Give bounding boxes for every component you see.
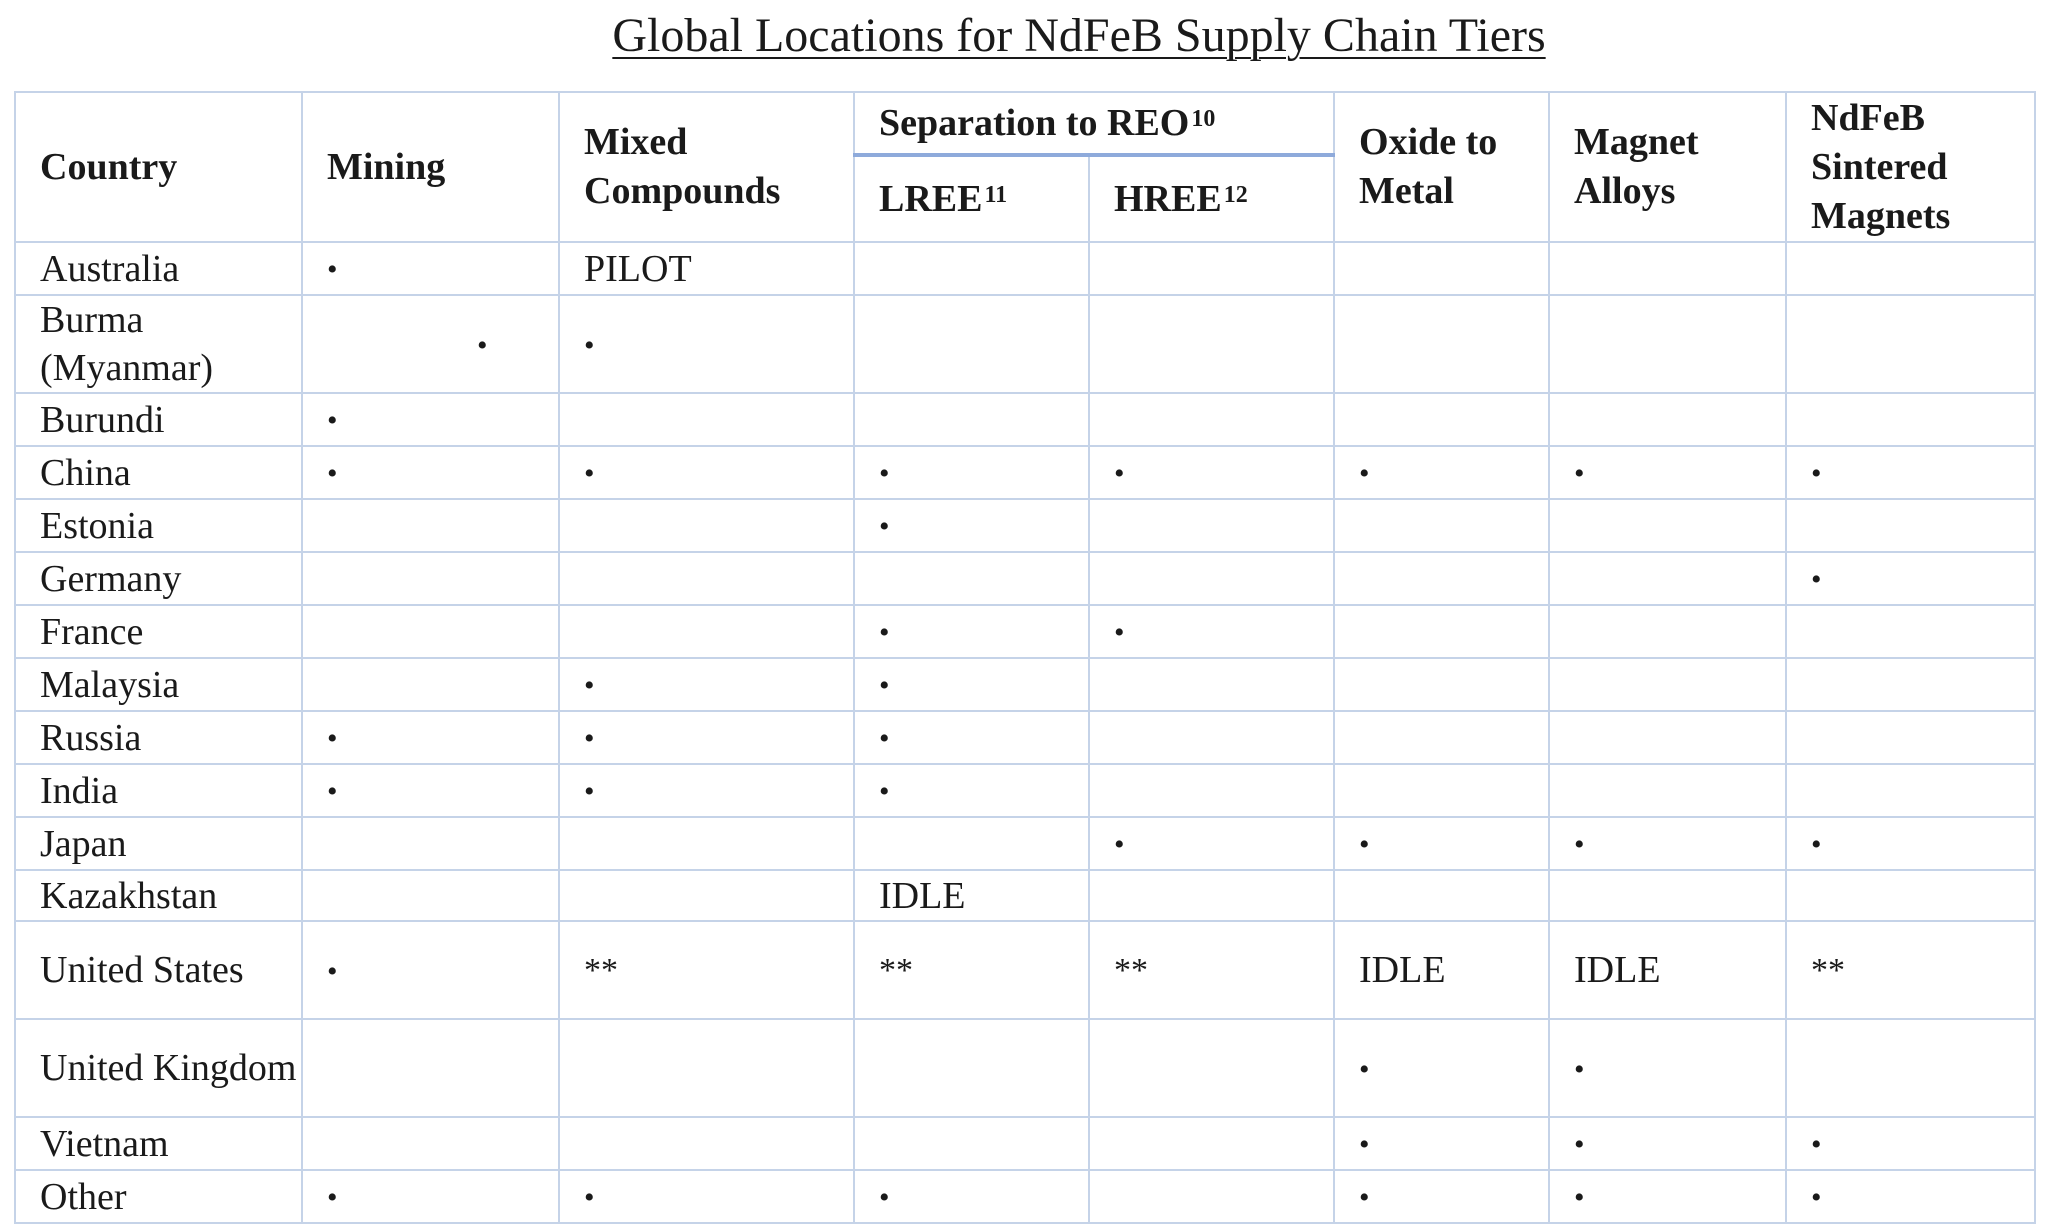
bullet-mark: • (1811, 1128, 1822, 1161)
cell-oxide-to-metal (1334, 552, 1549, 605)
cell-mixed-compounds (559, 499, 854, 552)
table-row (15, 870, 2035, 921)
bullet-mark: • (1359, 1128, 1370, 1161)
table-row (15, 552, 2035, 605)
country-cell: Burundi (15, 393, 302, 446)
bullet-mark: • (1114, 616, 1125, 649)
cell-oxide-to-metal (1334, 393, 1549, 446)
cell-mixed-compounds (559, 1170, 854, 1223)
cell-lree (854, 295, 1089, 393)
status-text: IDLE (879, 874, 966, 917)
cell-lree (854, 1170, 1089, 1223)
cell-sintered-magnets (1786, 711, 2035, 764)
cell-oxide-to-metal (1334, 921, 1549, 1019)
cell-mining (302, 658, 559, 711)
cell-sintered-magnets (1786, 242, 2035, 295)
bullet-mark: • (327, 775, 338, 808)
cell-magnet-alloys (1549, 446, 1786, 499)
status-text: PILOT (584, 247, 692, 290)
header-hree: HREE$^{12}$ (1089, 155, 1334, 242)
cell-oxide-to-metal (1334, 446, 1549, 499)
table-row (15, 658, 2035, 711)
cell-hree (1089, 921, 1334, 1019)
bullet-mark: • (1574, 1181, 1585, 1214)
table-row (15, 605, 2035, 658)
cell-mixed-compounds (559, 817, 854, 870)
country-cell: United Kingdom (15, 1019, 302, 1117)
header-oxide-to-metal: Oxide to Metal (1334, 92, 1549, 242)
cell-magnet-alloys (1549, 658, 1786, 711)
cell-hree (1089, 1019, 1334, 1117)
cell-sintered-magnets (1786, 658, 2035, 711)
cell-mining (302, 711, 559, 764)
cell-oxide-to-metal (1334, 1117, 1549, 1170)
table-row (15, 1117, 2035, 1170)
header-magnet-alloys: Magnet Alloys (1549, 92, 1786, 242)
bullet-mark: • (1114, 457, 1125, 490)
cell-oxide-to-metal (1334, 1170, 1549, 1223)
cell-hree (1089, 242, 1334, 295)
cell-sintered-magnets (1786, 446, 2035, 499)
bullet-mark: • (879, 1181, 890, 1214)
cell-lree (854, 242, 1089, 295)
header-ndfeb-sintered-magnets: NdFeB Sintered Magnets (1786, 92, 2035, 242)
bullet-mark: • (1811, 563, 1822, 596)
cell-lree (854, 817, 1089, 870)
cell-mixed-compounds (559, 870, 854, 921)
cell-oxide-to-metal (1334, 605, 1549, 658)
cell-magnet-alloys (1549, 295, 1786, 393)
cell-hree (1089, 1117, 1334, 1170)
country-cell: China (15, 446, 302, 499)
cell-mixed-compounds (559, 1019, 854, 1117)
bullet-mark: • (327, 1181, 338, 1214)
cell-mixed-compounds (559, 1117, 854, 1170)
cell-oxide-to-metal (1334, 764, 1549, 817)
table-title (0, 6, 2048, 66)
cell-mining (302, 921, 559, 1019)
bullet-mark: • (1811, 1181, 1822, 1214)
cell-mining (302, 552, 559, 605)
cell-mixed-compounds (559, 446, 854, 499)
country-cell: Malaysia (15, 658, 302, 711)
footnote-ref: 11 (984, 181, 1008, 208)
bullet-mark: • (584, 1181, 595, 1214)
bullet-mark: • (1574, 1052, 1585, 1086)
cell-hree (1089, 764, 1334, 817)
cell-magnet-alloys (1549, 1170, 1786, 1223)
country-cell: Germany (15, 552, 302, 605)
cell-magnet-alloys (1549, 499, 1786, 552)
cell-hree (1089, 870, 1334, 921)
bullet-mark: • (879, 669, 890, 702)
cell-lree (854, 1117, 1089, 1170)
cell-hree (1089, 499, 1334, 552)
bullet-mark: • (584, 722, 595, 755)
cell-hree (1089, 393, 1334, 446)
table-title-text: Global Locations for NdFeB Supply Chain Tiers (612, 9, 1546, 62)
cell-mixed-compounds (559, 242, 854, 295)
cell-magnet-alloys (1549, 552, 1786, 605)
cell-sintered-magnets (1786, 393, 2035, 446)
bullet-mark: • (1359, 828, 1370, 861)
table-row (15, 817, 2035, 870)
cell-hree (1089, 552, 1334, 605)
bullet-mark: • (1574, 1128, 1585, 1161)
cell-magnet-alloys (1549, 764, 1786, 817)
bullet-mark: • (327, 457, 338, 490)
country-cell: India (15, 764, 302, 817)
cell-mixed-compounds (559, 393, 854, 446)
table-row (15, 711, 2035, 764)
cell-mining (302, 1170, 559, 1223)
cell-mixed-compounds (559, 764, 854, 817)
cell-lree (854, 605, 1089, 658)
cell-hree (1089, 446, 1334, 499)
cell-hree (1089, 1170, 1334, 1223)
cell-magnet-alloys (1549, 393, 1786, 446)
cell-magnet-alloys (1549, 1117, 1786, 1170)
cell-oxide-to-metal (1334, 295, 1549, 393)
table-row (15, 1019, 2035, 1117)
cell-mixed-compounds (559, 605, 854, 658)
bullet-mark: • (1811, 828, 1822, 861)
header-country: Country (15, 92, 302, 242)
cell-mining (302, 295, 559, 393)
cell-oxide-to-metal (1334, 711, 1549, 764)
cell-sintered-magnets (1786, 1019, 2035, 1117)
header-mixed-compounds: Mixed Compounds (559, 92, 854, 242)
header-lree: LREE$^{11}$ (854, 155, 1089, 242)
table-row (15, 393, 2035, 446)
bullet-mark: • (584, 457, 595, 490)
bullet-mark: • (1359, 1052, 1370, 1086)
bullet-mark: • (1359, 457, 1370, 490)
cell-mining (302, 1019, 559, 1117)
table-row (15, 1170, 2035, 1223)
bullet-mark: • (879, 510, 890, 543)
bullet-mark: • (327, 253, 338, 286)
country-cell: Other (15, 1170, 302, 1223)
cell-lree (854, 393, 1089, 446)
cell-lree (854, 658, 1089, 711)
cell-lree (854, 1019, 1089, 1117)
country-cell: Burma (Myanmar) (15, 295, 302, 393)
cell-sintered-magnets (1786, 552, 2035, 605)
cell-sintered-magnets (1786, 605, 2035, 658)
note-mark: ** (584, 952, 618, 989)
cell-mining (302, 605, 559, 658)
cell-lree (854, 764, 1089, 817)
cell-hree (1089, 711, 1334, 764)
cell-oxide-to-metal (1334, 242, 1549, 295)
cell-oxide-to-metal (1334, 1019, 1549, 1117)
cell-mining (302, 870, 559, 921)
supply-chain-table (14, 91, 2036, 1224)
bullet-mark: • (327, 404, 338, 437)
country-cell: Estonia (15, 499, 302, 552)
cell-mining (302, 446, 559, 499)
bullet-mark: • (879, 616, 890, 649)
bullet-mark: • (584, 775, 595, 808)
table-body (15, 242, 2035, 1223)
cell-mining (302, 817, 559, 870)
country-cell: Russia (15, 711, 302, 764)
cell-oxide-to-metal (1334, 658, 1549, 711)
table-row (15, 499, 2035, 552)
cell-magnet-alloys (1549, 870, 1786, 921)
bullet-mark: • (584, 669, 595, 702)
table-row (15, 295, 2035, 393)
cell-magnet-alloys (1549, 605, 1786, 658)
cell-oxide-to-metal (1334, 870, 1549, 921)
footnote-ref: 12 (1223, 181, 1248, 208)
cell-sintered-magnets (1786, 499, 2035, 552)
bullet-mark: • (477, 328, 488, 362)
cell-magnet-alloys (1549, 711, 1786, 764)
cell-hree (1089, 817, 1334, 870)
country-cell: Japan (15, 817, 302, 870)
bullet-mark: • (879, 722, 890, 755)
cell-sintered-magnets (1786, 764, 2035, 817)
cell-mixed-compounds (559, 658, 854, 711)
cell-hree (1089, 295, 1334, 393)
cell-mining (302, 393, 559, 446)
bullet-mark: • (327, 954, 338, 988)
cell-mixed-compounds (559, 295, 854, 393)
cell-lree (854, 499, 1089, 552)
cell-mining (302, 764, 559, 817)
table-row (15, 446, 2035, 499)
cell-lree (854, 870, 1089, 921)
country-cell: Vietnam (15, 1117, 302, 1170)
cell-sintered-magnets (1786, 817, 2035, 870)
country-cell: France (15, 605, 302, 658)
cell-magnet-alloys (1549, 817, 1786, 870)
country-cell: Australia (15, 242, 302, 295)
cell-sintered-magnets (1786, 1117, 2035, 1170)
cell-lree (854, 446, 1089, 499)
cell-sintered-magnets (1786, 1170, 2035, 1223)
bullet-mark: • (1114, 828, 1125, 861)
note-mark: ** (1811, 952, 1846, 989)
cell-mining (302, 499, 559, 552)
cell-oxide-to-metal (1334, 499, 1549, 552)
bullet-mark: • (1574, 828, 1585, 861)
note-mark: ** (1114, 952, 1148, 989)
note-mark: ** (879, 952, 913, 989)
cell-mining (302, 242, 559, 295)
cell-magnet-alloys (1549, 921, 1786, 1019)
bullet-mark: • (879, 457, 890, 490)
cell-mining (302, 1117, 559, 1170)
bullet-mark: • (1359, 1181, 1370, 1214)
cell-sintered-magnets (1786, 870, 2035, 921)
table-row (15, 764, 2035, 817)
cell-sintered-magnets (1786, 295, 2035, 393)
table-row (15, 921, 2035, 1019)
cell-mixed-compounds (559, 552, 854, 605)
bullet-mark: • (1811, 457, 1822, 490)
cell-lree (854, 552, 1089, 605)
cell-magnet-alloys (1549, 1019, 1786, 1117)
bullet-mark: • (1574, 457, 1585, 490)
header-separation-to-reo: Separation to REO$^{10}$ (854, 92, 1334, 155)
cell-mixed-compounds (559, 711, 854, 764)
country-cell: Kazakhstan (15, 870, 302, 921)
cell-hree (1089, 658, 1334, 711)
table-row (15, 242, 2035, 295)
country-cell: United States (15, 921, 302, 1019)
cell-lree (854, 711, 1089, 764)
status-text: IDLE (1574, 949, 1661, 991)
header-mining: Mining (302, 92, 559, 242)
bullet-mark: • (879, 775, 890, 808)
cell-sintered-magnets (1786, 921, 2035, 1019)
status-text: IDLE (1359, 949, 1446, 991)
cell-lree (854, 921, 1089, 1019)
bullet-mark: • (584, 328, 595, 362)
cell-magnet-alloys (1549, 242, 1786, 295)
cell-mixed-compounds (559, 921, 854, 1019)
cell-oxide-to-metal (1334, 817, 1549, 870)
bullet-mark: • (327, 722, 338, 755)
footnote-ref: 10 (1191, 105, 1216, 132)
cell-hree (1089, 605, 1334, 658)
